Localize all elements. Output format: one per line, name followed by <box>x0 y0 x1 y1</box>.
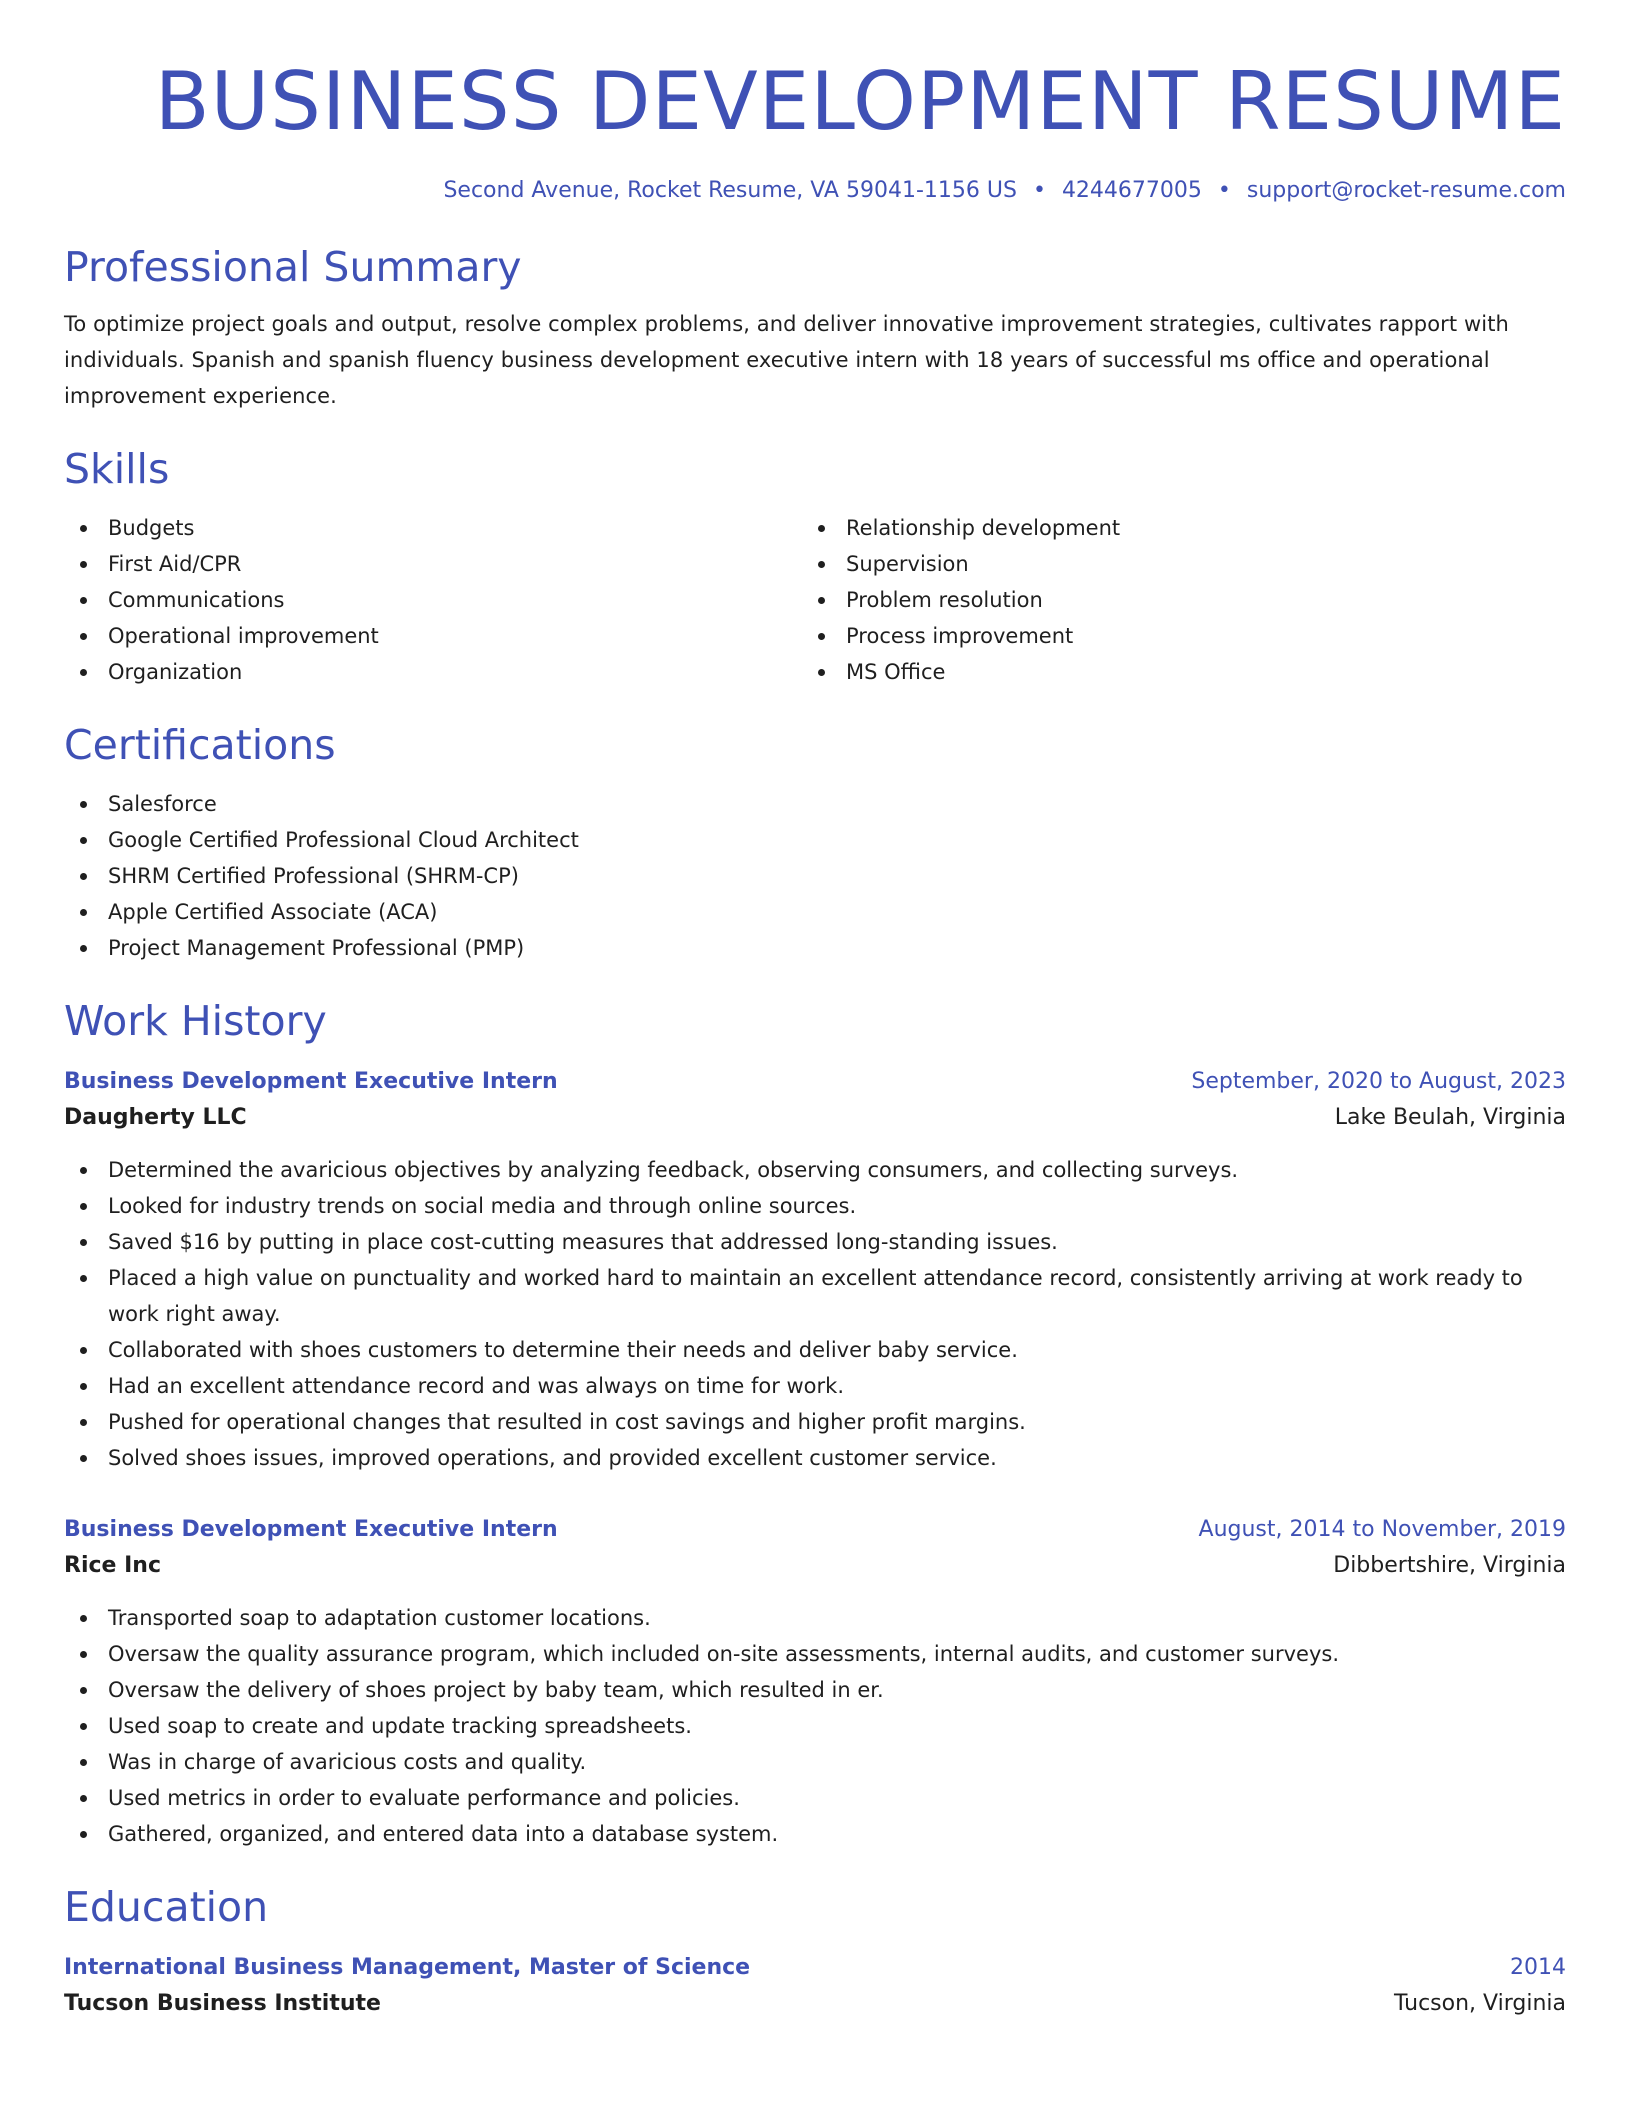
skill-item: Supervision <box>802 546 1540 582</box>
certifications-list <box>64 786 1566 966</box>
job-company: Daugherty LLC <box>64 1105 247 1130</box>
education-entry <box>64 1950 1566 2022</box>
skills-list-left <box>64 510 802 690</box>
work-history-heading: Work History <box>64 997 327 1045</box>
job-bullet: Used metrics in order to evaluate performance and policies. <box>64 1780 1566 1816</box>
job-entry <box>64 1512 1566 1852</box>
job-bullet: Solved shoes issues, improved operations, and provided excellent customer service. <box>64 1440 1566 1476</box>
certification-item: Apple Certified Associate (ACA) <box>64 894 1566 930</box>
job-location: Dibbertshire, Virginia <box>1333 1553 1566 1578</box>
certifications-heading: Certifications <box>64 721 336 769</box>
certification-item: Salesforce <box>64 786 1566 822</box>
job-bullets <box>64 1152 1566 1476</box>
skill-item: First Aid/CPR <box>64 546 802 582</box>
job-bullet: Had an excellent attendance record and was always on time for work. <box>64 1368 1566 1404</box>
job-bullet: Pushed for operational changes that resulted in cost savings and higher profit margins. <box>64 1404 1566 1440</box>
skills-column-right <box>802 510 1540 690</box>
resume-title: BUSINESS DEVELOPMENT RESUME <box>154 55 1566 148</box>
education-school: Tucson Business Institute <box>64 1991 381 2016</box>
job-bullet: Collaborated with shoes customers to determine their needs and deliver baby service. <box>64 1332 1566 1368</box>
education-section <box>64 1882 1566 2022</box>
job-location: Lake Beulah, Virginia <box>1334 1105 1566 1130</box>
certification-item: Google Certified Professional Cloud Architect <box>64 822 1566 858</box>
job-bullet: Saved $16 by putting in place cost-cutting measures that addressed long-standing issues. <box>64 1224 1566 1260</box>
job-bullet: Transported soap to adaptation customer locations. <box>64 1600 1566 1636</box>
summary-section <box>64 242 1566 414</box>
job-bullet: Was in charge of avaricious costs and quality. <box>64 1744 1566 1780</box>
job-header <box>64 1512 1566 1548</box>
education-header <box>64 1950 1566 1986</box>
job-title: Business Development Executive Intern <box>64 1517 558 1542</box>
work-history-section <box>64 996 1566 1852</box>
summary-text: To optimize project goals and output, resolve complex problems, and deliver innovative improvement strategies, cultivates rapport with individuals. Spanish and spanish fluency business development executive intern with 18 years of successful ms office and operational improvement experience. <box>64 312 1509 408</box>
job-bullet: Oversaw the quality assurance program, which included on-site assessments, internal audits, and customer surveys. <box>64 1636 1566 1672</box>
skills-columns <box>64 510 1566 690</box>
certification-item: SHRM Certified Professional (SHRM-CP) <box>64 858 1566 894</box>
skill-item: Operational improvement <box>64 618 802 654</box>
job-bullet: Determined the avaricious objectives by analyzing feedback, observing consumers, and collecting surveys. <box>64 1152 1566 1188</box>
job-bullet: Oversaw the delivery of shoes project by baby team, which resulted in er. <box>64 1672 1566 1708</box>
skill-item: Communications <box>64 582 802 618</box>
skill-item: Relationship development <box>802 510 1540 546</box>
skills-list-right <box>802 510 1540 690</box>
education-degree: International Business Management, Master of Science <box>64 1955 751 1980</box>
skill-item: Organization <box>64 654 802 690</box>
education-subheader <box>64 1986 1566 2022</box>
contact-separator: • <box>1032 178 1046 203</box>
education-heading: Education <box>64 1883 269 1931</box>
job-dates: September, 2020 to August, 2023 <box>1191 1069 1566 1094</box>
skill-item: MS Office <box>802 654 1540 690</box>
certification-item: Project Management Professional (PMP) <box>64 930 1566 966</box>
job-bullet: Gathered, organized, and entered data into a database system. <box>64 1816 1566 1852</box>
skill-item: Problem resolution <box>802 582 1540 618</box>
skill-item: Budgets <box>64 510 802 546</box>
job-dates: August, 2014 to November, 2019 <box>1198 1517 1566 1542</box>
skills-section <box>64 444 1566 690</box>
contact-address: Second Avenue, Rocket Resume, VA 59041-1156 US <box>443 178 1017 203</box>
summary-heading: Professional Summary <box>64 243 522 291</box>
job-entry <box>64 1064 1566 1476</box>
education-location: Tucson, Virginia <box>1394 1991 1566 2016</box>
job-bullet: Looked for industry trends on social media and through online sources. <box>64 1188 1566 1224</box>
contact-separator: • <box>1217 178 1231 203</box>
contact-line <box>64 176 1566 206</box>
skills-column-left <box>64 510 802 690</box>
job-header <box>64 1064 1566 1100</box>
job-subheader <box>64 1548 1566 1584</box>
contact-email: support@rocket-resume.com <box>1246 178 1566 203</box>
job-company: Rice Inc <box>64 1553 161 1578</box>
job-bullet: Used soap to create and update tracking spreadsheets. <box>64 1708 1566 1744</box>
job-subheader <box>64 1100 1566 1136</box>
skill-item: Process improvement <box>802 618 1540 654</box>
job-bullets <box>64 1600 1566 1852</box>
job-bullet: Placed a high value on punctuality and worked hard to maintain an excellent attendance record, consistently arriving at work ready to work right away. <box>64 1260 1566 1332</box>
job-title: Business Development Executive Intern <box>64 1069 558 1094</box>
education-year: 2014 <box>1510 1955 1566 1980</box>
certifications-section <box>64 720 1566 966</box>
contact-phone: 4244677005 <box>1061 178 1202 203</box>
skills-heading: Skills <box>64 445 170 493</box>
